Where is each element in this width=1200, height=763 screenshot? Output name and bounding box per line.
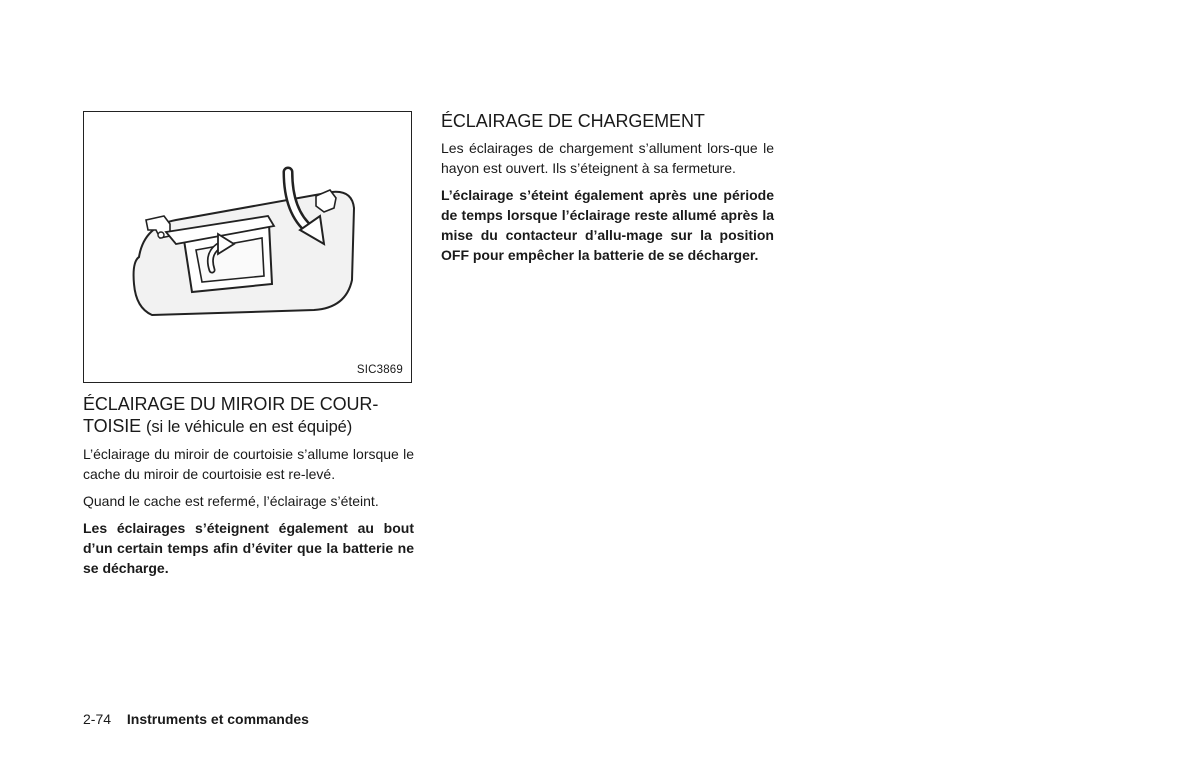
paragraph: L’éclairage du miroir de courtoisie s’allume lorsque le cache du miroir de courtoisie est re-levé.	[83, 446, 414, 482]
warning-paragraph: Les éclairages s’éteignent également au bout d’un certain temps afin d’éviter que la batterie ne se décharge.	[83, 520, 414, 576]
page-number: 2-74	[83, 711, 112, 727]
sun-visor-figure	[83, 111, 412, 383]
paragraph: Les éclairages de chargement s’allument lors-que le hayon est ouvert. Ils s’éteignent à sa fermeture.	[441, 140, 774, 176]
vanity-mirror-section	[83, 393, 414, 585]
figure-code: SIC3869	[356, 364, 403, 376]
paragraph: Quand le cache est refermé, l’éclairage s’éteint.	[83, 493, 379, 509]
heading-line2: TOISIE	[83, 416, 142, 436]
heading-main: ÉCLAIRAGE DU MIROIR DE COUR-	[83, 394, 379, 414]
section-heading	[83, 393, 414, 438]
section-title: Instruments et commandes	[126, 711, 309, 727]
section-heading: ÉCLAIRAGE DE CHARGEMENT	[441, 111, 705, 131]
page-footer	[83, 710, 309, 728]
cargo-lighting-section	[441, 110, 774, 272]
heading-sub: (si le véhicule en est équipé)	[146, 418, 353, 436]
warning-paragraph: L’éclairage s’éteint également après une période de temps lorsque l’éclairage reste allumé après la mise du contacteur d’allu-mage sur la position OFF pour empêcher la batterie de se décharger.	[441, 187, 774, 263]
sun-visor-with-vanity-mirror-icon	[84, 112, 410, 381]
